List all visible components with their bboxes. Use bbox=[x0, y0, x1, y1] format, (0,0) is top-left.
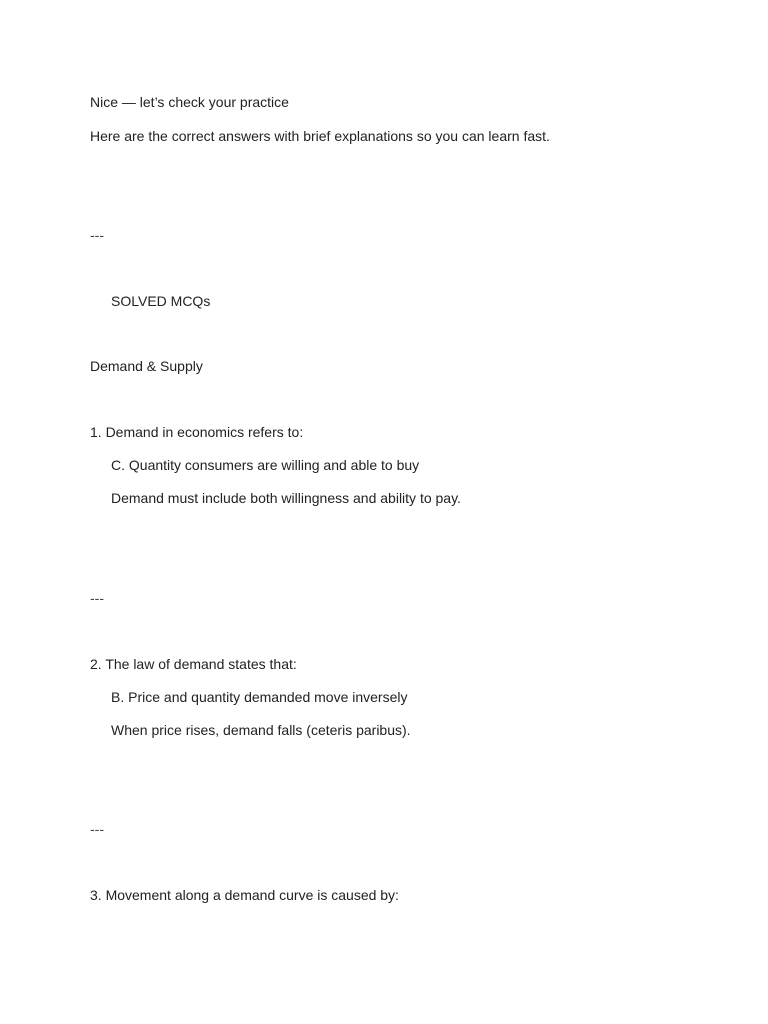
intro-greeting: Nice — let’s check your practice bbox=[90, 94, 289, 110]
question-3: 3. Movement along a demand curve is caused by: bbox=[90, 887, 399, 903]
explanation-2: When price rises, demand falls (ceteris paribus). bbox=[111, 722, 411, 738]
intro-subtitle: Here are the correct answers with brief explanations so you can learn fast. bbox=[90, 128, 550, 144]
question-2: 2. The law of demand states that: bbox=[90, 656, 297, 672]
answer-2: B. Price and quantity demanded move inversely bbox=[111, 689, 408, 705]
explanation-1: Demand must include both willingness and ability to pay. bbox=[111, 490, 461, 506]
answer-1: C. Quantity consumers are willing and able to buy bbox=[111, 457, 420, 473]
section-title: SOLVED MCQs bbox=[111, 293, 211, 309]
topic-heading: Demand & Supply bbox=[90, 358, 203, 374]
question-1: 1. Demand in economics refers to: bbox=[90, 424, 304, 440]
separator-2: --- bbox=[90, 590, 104, 606]
separator-1: --- bbox=[90, 227, 104, 243]
separator-3: --- bbox=[90, 821, 104, 837]
